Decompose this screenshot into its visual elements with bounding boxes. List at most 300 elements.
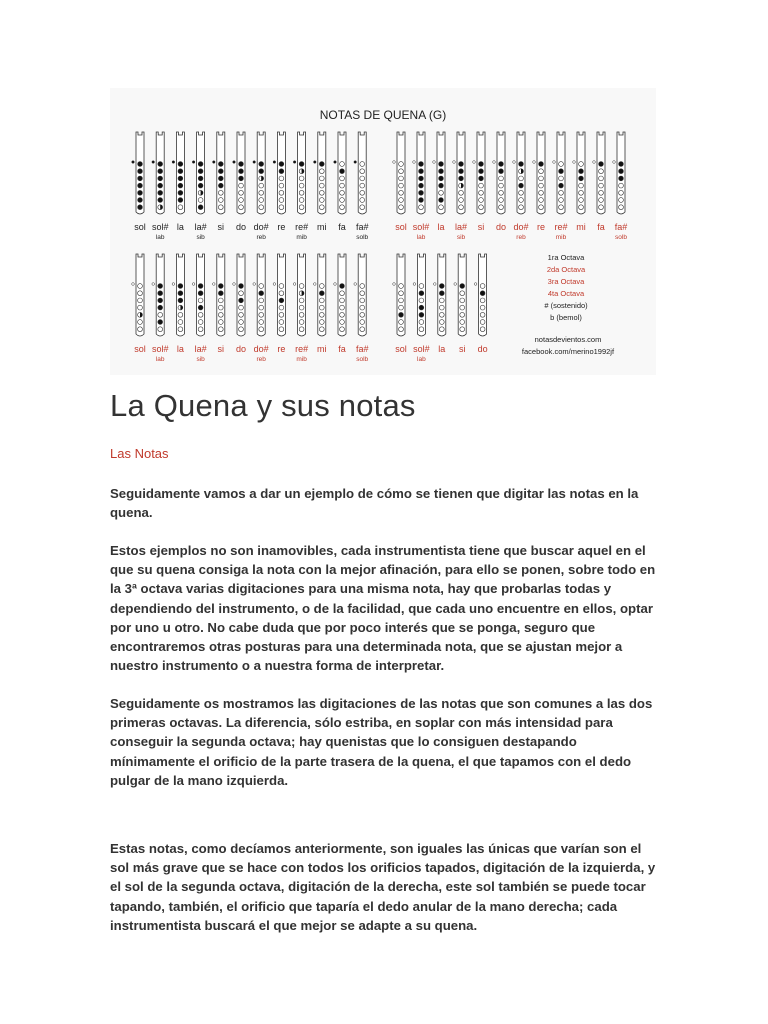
finger-hole — [480, 298, 485, 303]
note-alt-label: lab — [416, 234, 426, 241]
thumb-hole — [314, 283, 317, 286]
finger-hole — [340, 312, 345, 317]
note-label: la# — [194, 344, 207, 354]
note-label: sol — [134, 222, 146, 232]
finger-hole — [178, 190, 183, 195]
finger-hole — [340, 183, 345, 188]
finger-hole — [178, 169, 183, 174]
finger-hole — [158, 298, 163, 303]
finger-hole — [158, 291, 163, 296]
finger-hole — [299, 305, 304, 310]
finger-hole — [460, 305, 465, 310]
thumb-hole — [192, 283, 195, 286]
finger-hole — [138, 320, 143, 325]
finger-hole — [439, 205, 444, 210]
finger-hole — [138, 190, 143, 195]
finger-hole — [319, 198, 324, 203]
finger-hole — [439, 162, 444, 167]
note-alt-label: mib — [296, 356, 307, 363]
finger-hole — [419, 198, 424, 203]
finger-hole — [599, 162, 604, 167]
note-label: la — [176, 344, 184, 354]
finger-hole — [439, 298, 444, 303]
finger-hole — [619, 176, 624, 181]
finger-hole — [360, 284, 365, 289]
note-alt-label: solb — [615, 234, 627, 241]
finger-hole — [559, 205, 564, 210]
finger-hole — [360, 291, 365, 296]
finger-hole — [460, 312, 465, 317]
note-alt-label: solb — [356, 234, 369, 241]
finger-hole — [138, 162, 143, 167]
fingering-3-3 — [454, 254, 466, 354]
note-label: sol# — [412, 222, 430, 232]
finger-hole — [519, 176, 524, 181]
finger-hole — [239, 284, 244, 289]
finger-hole — [459, 176, 464, 181]
chart-title: NOTAS DE QUENA (G) — [319, 108, 447, 122]
note-label: la# — [454, 222, 468, 232]
finger-hole — [158, 284, 163, 289]
note-label: la — [438, 344, 446, 354]
fingering-3-2 — [434, 254, 446, 354]
finger-hole — [479, 176, 484, 181]
finger-hole — [599, 176, 604, 181]
note-label: si — [217, 344, 225, 354]
finger-hole — [399, 284, 404, 289]
note-label: re — [536, 222, 546, 232]
finger-hole — [319, 176, 324, 181]
finger-hole — [360, 176, 365, 181]
finger-hole — [239, 205, 244, 210]
finger-hole — [279, 190, 284, 195]
finger-hole — [499, 205, 504, 210]
fingering-1-5 — [493, 132, 506, 232]
finger-hole — [259, 305, 264, 310]
finger-hole — [239, 169, 244, 174]
fingering-2-3 — [192, 254, 206, 363]
finger-hole — [399, 169, 404, 174]
finger-hole — [259, 169, 264, 174]
finger-hole — [419, 291, 424, 296]
finger-hole — [279, 298, 284, 303]
finger-hole — [198, 176, 203, 181]
thumb-hole — [354, 161, 357, 164]
finger-hole — [360, 312, 365, 317]
thumb-hole — [213, 161, 216, 164]
finger-hole — [340, 320, 345, 325]
fingering-0-5 — [233, 132, 246, 232]
finger-hole — [178, 162, 183, 167]
finger-hole — [459, 205, 464, 210]
finger-hole — [158, 198, 163, 203]
thumb-hole — [273, 161, 276, 164]
thumb-hole — [233, 283, 236, 286]
finger-hole — [619, 162, 624, 167]
finger-hole — [299, 183, 304, 188]
finger-hole — [198, 305, 203, 310]
finger-hole — [178, 291, 183, 296]
finger-hole — [539, 205, 544, 210]
fingering-3-1 — [413, 254, 430, 363]
finger-hole — [218, 298, 223, 303]
finger-hole — [279, 284, 284, 289]
thumb-hole — [152, 161, 155, 164]
finger-hole — [239, 176, 244, 181]
thumb-hole — [413, 283, 416, 286]
note-label: sol# — [151, 344, 169, 354]
finger-hole — [419, 298, 424, 303]
note-alt-label: mib — [296, 234, 307, 241]
finger-hole — [198, 320, 203, 325]
finger-hole — [360, 198, 365, 203]
finger-hole — [239, 198, 244, 203]
thumb-hole — [513, 161, 516, 164]
finger-hole — [279, 320, 284, 325]
finger-hole — [218, 312, 223, 317]
finger-hole — [198, 183, 203, 188]
note-alt-label: reb — [256, 234, 266, 241]
fingering-2-10 — [334, 254, 346, 354]
finger-hole — [619, 205, 624, 210]
finger-hole — [499, 190, 504, 195]
finger-hole — [479, 169, 484, 174]
paragraph-intro: Seguidamente vamos a dar un ejemplo de cómo se tienen que digitar las notas en la quena. — [110, 486, 639, 521]
finger-hole — [198, 327, 203, 332]
finger-hole — [539, 169, 544, 174]
finger-hole — [599, 198, 604, 203]
note-label: re# — [554, 222, 568, 232]
finger-hole — [158, 320, 163, 325]
thumb-hole — [573, 161, 576, 164]
finger-hole — [399, 298, 404, 303]
finger-hole — [340, 327, 345, 332]
thumb-hole — [613, 161, 616, 164]
finger-hole — [439, 284, 444, 289]
finger-hole — [239, 183, 244, 188]
thumb-hole — [293, 283, 296, 286]
finger-hole — [559, 176, 564, 181]
fingering-2-11 — [354, 254, 369, 363]
note-label: sol — [395, 344, 407, 354]
finger-hole — [619, 198, 624, 203]
fingering-3-4 — [474, 254, 487, 354]
note-label: mi — [317, 344, 327, 354]
note-label: si — [458, 344, 466, 354]
finger-hole — [158, 176, 163, 181]
fingering-0-11 — [354, 132, 369, 241]
finger-hole — [480, 312, 485, 317]
finger-hole — [319, 284, 324, 289]
finger-hole — [340, 305, 345, 310]
finger-hole — [158, 183, 163, 188]
finger-hole — [360, 305, 365, 310]
finger-hole — [158, 305, 163, 310]
finger-hole — [619, 190, 624, 195]
finger-hole — [419, 169, 424, 174]
legend-item: b (bemol) — [550, 313, 582, 322]
finger-hole — [319, 169, 324, 174]
finger-hole — [579, 205, 584, 210]
finger-hole — [519, 183, 524, 188]
fingering-0-0 — [132, 132, 146, 232]
thumb-hole — [593, 161, 596, 164]
thumb-hole — [334, 161, 337, 164]
finger-hole — [479, 205, 484, 210]
note-label: la — [176, 222, 184, 232]
finger-hole — [138, 284, 143, 289]
note-label: fa# — [355, 344, 369, 354]
finger-hole — [198, 162, 203, 167]
thumb-hole — [213, 283, 216, 286]
page-title: La Quena y sus notas — [110, 388, 416, 423]
finger-hole — [399, 190, 404, 195]
finger-hole — [259, 190, 264, 195]
finger-hole — [499, 198, 504, 203]
finger-hole — [479, 190, 484, 195]
fingering-0-6 — [253, 132, 269, 241]
finger-hole — [519, 190, 524, 195]
finger-hole — [459, 162, 464, 167]
finger-hole — [259, 205, 264, 210]
finger-hole — [158, 312, 163, 317]
credit-facebook: facebook.com/merino1992jf — [521, 347, 615, 356]
finger-hole — [340, 198, 345, 203]
thumb-hole — [393, 161, 396, 164]
finger-hole — [340, 284, 345, 289]
note-alt-label: reb — [256, 356, 266, 363]
finger-hole — [340, 205, 345, 210]
finger-hole — [138, 298, 143, 303]
fingering-2-1 — [152, 254, 169, 363]
finger-hole — [439, 312, 444, 317]
finger-hole — [239, 162, 244, 167]
finger-hole — [459, 198, 464, 203]
finger-hole — [299, 320, 304, 325]
legend-item: 4ta Octava — [547, 289, 585, 298]
finger-hole — [340, 298, 345, 303]
fingering-0-9 — [314, 132, 327, 232]
note-alt-label: reb — [516, 234, 526, 241]
finger-hole — [340, 162, 345, 167]
finger-hole — [519, 198, 524, 203]
finger-hole — [519, 205, 524, 210]
finger-hole — [279, 162, 284, 167]
thumb-hole — [273, 283, 276, 286]
finger-hole — [399, 312, 404, 317]
finger-hole — [218, 284, 223, 289]
finger-hole — [259, 320, 264, 325]
finger-hole — [319, 320, 324, 325]
finger-hole — [319, 291, 324, 296]
finger-hole — [239, 327, 244, 332]
finger-hole — [340, 169, 345, 174]
finger-hole — [479, 162, 484, 167]
finger-hole — [499, 169, 504, 174]
finger-hole — [439, 190, 444, 195]
thumb-hole — [233, 161, 236, 164]
thumb-hole — [493, 161, 496, 164]
fingering-1-8 — [553, 132, 568, 241]
fingering-2-6 — [253, 254, 269, 363]
paragraph-sol-notes: Estas notas, como decíamos anteriormente, son iguales las únicas que varían son el sol más grave que se hace con todos los orificios tapados, digitación de la izquierda, y el sol de la segunda octava, digitación de la derecha, este sol también se puede tocar tapando, también, el orificio que taparía el dedo anular de la mano derecha; cada instrumentista buscará el que mejor se adapte a su quena. — [110, 841, 656, 933]
finger-hole — [559, 198, 564, 203]
fingering-0-4 — [213, 132, 225, 232]
note-label: fa — [338, 344, 346, 354]
thumb-hole — [132, 161, 135, 164]
finger-hole — [299, 162, 304, 167]
finger-hole — [158, 190, 163, 195]
finger-hole — [559, 190, 564, 195]
fingering-1-11 — [613, 132, 628, 241]
finger-hole — [198, 298, 203, 303]
finger-hole — [138, 291, 143, 296]
finger-hole — [539, 190, 544, 195]
note-label: la# — [194, 222, 207, 232]
note-alt-label: sib — [456, 234, 466, 241]
finger-hole — [138, 176, 143, 181]
thumb-hole — [413, 161, 416, 164]
finger-hole — [218, 305, 223, 310]
fingering-2-5 — [233, 254, 246, 354]
finger-hole — [259, 183, 264, 188]
thumb-hole — [533, 161, 536, 164]
fingering-1-9 — [573, 132, 586, 232]
finger-hole — [279, 198, 284, 203]
finger-hole — [279, 305, 284, 310]
note-label: sol# — [151, 222, 169, 232]
thumb-hole — [192, 161, 195, 164]
thumb-hole — [393, 283, 396, 286]
note-label: si — [217, 222, 225, 232]
finger-hole — [360, 298, 365, 303]
fingering-chart-svg — [110, 88, 656, 375]
note-label: do# — [253, 344, 269, 354]
finger-hole — [158, 169, 163, 174]
finger-hole — [439, 183, 444, 188]
finger-hole — [299, 176, 304, 181]
finger-hole — [460, 291, 465, 296]
paragraph-examples: Estos ejemplos no son inamovibles, cada instrumentista tiene que buscar aquel en el que su quena consiga la nota con la mejor afinación, para ello se ponen, sobre todo en la 3ª octava varias digitaciones para una misma nota, hay que probarlas todas y dependiendo del instrumento, o de la facilidad, que cada uno encuentre en ellos, optar por uno u otro. No cabe duda que por poco interés que se ponga, seguro que encontraremos otras posturas para una determinada nota, que se ajustan mejor a nuestro instrumento o a nuestra forma de interpretar. — [110, 543, 656, 674]
finger-hole — [218, 190, 223, 195]
thumb-hole — [454, 283, 457, 286]
note-label: do# — [513, 222, 529, 232]
finger-hole — [138, 183, 143, 188]
note-alt-label: lab — [155, 356, 165, 363]
finger-hole — [479, 198, 484, 203]
fingering-2-4 — [213, 254, 225, 354]
note-label: si — [477, 222, 485, 232]
finger-hole — [218, 291, 223, 296]
finger-hole — [499, 183, 504, 188]
fingering-0-3 — [192, 132, 206, 241]
finger-hole — [259, 312, 264, 317]
finger-hole — [599, 183, 604, 188]
note-alt-label: sib — [196, 234, 205, 241]
finger-hole — [419, 284, 424, 289]
thumb-hole — [172, 283, 175, 286]
finger-hole — [178, 327, 183, 332]
note-label: do — [235, 222, 247, 232]
finger-hole — [178, 312, 183, 317]
legend-item: 3ra Octava — [547, 277, 585, 286]
finger-hole — [319, 298, 324, 303]
finger-hole — [419, 305, 424, 310]
finger-hole — [480, 291, 485, 296]
note-label: fa — [338, 222, 346, 232]
fingering-0-10 — [334, 132, 346, 232]
note-label: fa# — [355, 222, 369, 232]
finger-hole — [439, 291, 444, 296]
finger-hole — [279, 176, 284, 181]
finger-hole — [480, 320, 485, 325]
finger-hole — [239, 305, 244, 310]
finger-hole — [419, 190, 424, 195]
finger-hole — [178, 320, 183, 325]
finger-hole — [198, 198, 203, 203]
finger-hole — [259, 162, 264, 167]
fingering-0-8 — [293, 132, 308, 241]
finger-hole — [299, 198, 304, 203]
note-alt-label: solb — [356, 356, 369, 363]
note-label: do — [477, 344, 488, 354]
finger-hole — [460, 298, 465, 303]
finger-hole — [399, 162, 404, 167]
thumb-hole — [172, 161, 175, 164]
finger-hole — [599, 169, 604, 174]
note-label: mi — [317, 222, 327, 232]
finger-hole — [579, 183, 584, 188]
finger-hole — [439, 305, 444, 310]
finger-hole — [299, 298, 304, 303]
finger-hole — [399, 205, 404, 210]
finger-hole — [218, 320, 223, 325]
finger-hole — [158, 327, 163, 332]
finger-hole — [480, 305, 485, 310]
finger-hole — [459, 169, 464, 174]
finger-hole — [439, 198, 444, 203]
finger-hole — [158, 162, 163, 167]
finger-hole — [399, 320, 404, 325]
finger-hole — [579, 169, 584, 174]
finger-hole — [419, 183, 424, 188]
octave-legend — [544, 253, 588, 322]
fingering-1-0 — [393, 132, 407, 232]
finger-hole — [319, 190, 324, 195]
note-label: re# — [295, 344, 309, 354]
finger-hole — [480, 327, 485, 332]
fingering-1-2 — [433, 132, 445, 232]
thumb-hole — [474, 283, 477, 286]
quena-fingering-chart — [110, 88, 656, 375]
finger-hole — [579, 198, 584, 203]
thumb-hole — [152, 283, 155, 286]
fingering-2-2 — [172, 254, 184, 354]
finger-hole — [279, 169, 284, 174]
finger-hole — [218, 327, 223, 332]
finger-hole — [319, 183, 324, 188]
note-label: sol — [395, 222, 407, 232]
fingering-1-10 — [593, 132, 605, 232]
finger-hole — [218, 162, 223, 167]
finger-hole — [138, 169, 143, 174]
finger-hole — [319, 305, 324, 310]
thumb-hole — [314, 161, 317, 164]
fingering-3-0 — [393, 254, 407, 354]
finger-hole — [599, 205, 604, 210]
finger-hole — [539, 176, 544, 181]
finger-hole — [299, 327, 304, 332]
